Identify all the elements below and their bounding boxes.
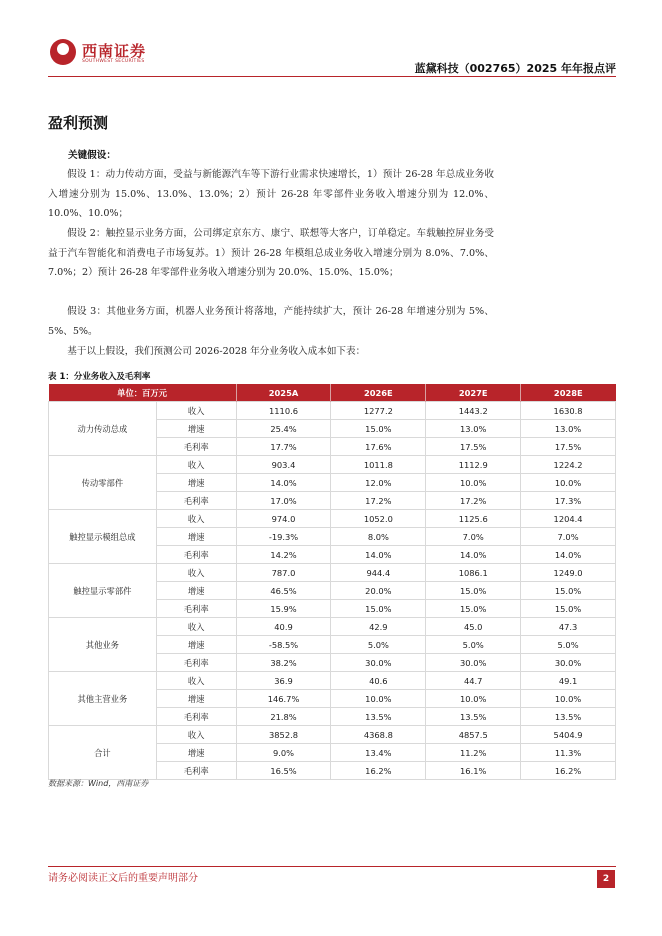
table-row: [49, 510, 616, 528]
year-header: 2027E: [426, 384, 521, 402]
table-row: [49, 726, 616, 744]
value-cell: 30.0%: [521, 654, 616, 672]
table-row: [49, 456, 616, 474]
value-cell: 21.8%: [236, 708, 331, 726]
value-cell: 10.0%: [426, 690, 521, 708]
value-cell: 1110.6: [236, 402, 331, 420]
value-cell: 1224.2: [521, 456, 616, 474]
value-cell: -58.5%: [236, 636, 331, 654]
value-cell: 49.1: [521, 672, 616, 690]
value-cell: 5.0%: [521, 636, 616, 654]
company-logo: [48, 36, 178, 72]
metric-label-cell: 收入: [156, 456, 236, 474]
value-cell: 15.0%: [331, 420, 426, 438]
value-cell: 7.0%: [521, 528, 616, 546]
metric-label-cell: 毛利率: [156, 546, 236, 564]
value-cell: 1277.2: [331, 402, 426, 420]
page-header: [48, 36, 616, 74]
table-row: [49, 564, 616, 582]
value-cell: 30.0%: [426, 654, 521, 672]
value-cell: 11.3%: [521, 744, 616, 762]
value-cell: 5.0%: [426, 636, 521, 654]
report-title: 蓝黛科技（002765）2025 年年报点评: [414, 62, 616, 75]
value-cell: 974.0: [236, 510, 331, 528]
value-cell: 15.0%: [331, 600, 426, 618]
value-cell: 4857.5: [426, 726, 521, 744]
value-cell: 15.0%: [426, 582, 521, 600]
metric-label-cell: 增速: [156, 528, 236, 546]
value-cell: 15.0%: [521, 600, 616, 618]
value-cell: 10.0%: [521, 474, 616, 492]
logo-name-en: SOUTHWEST SECURITIES: [82, 59, 145, 64]
value-cell: 13.5%: [426, 708, 521, 726]
year-header: 2025A: [236, 384, 331, 402]
value-cell: 1052.0: [331, 510, 426, 528]
metric-label-cell: 收入: [156, 618, 236, 636]
value-cell: 8.0%: [331, 528, 426, 546]
metric-label-cell: 毛利率: [156, 654, 236, 672]
metric-label-cell: 收入: [156, 726, 236, 744]
value-cell: 14.0%: [521, 546, 616, 564]
segment-name-cell: 传动零部件: [49, 456, 157, 510]
unit-header: 单位：百万元: [49, 384, 237, 402]
segment-name-cell: 触控显示模组总成: [49, 510, 157, 564]
metric-label-cell: 毛利率: [156, 600, 236, 618]
table-caption: 表 1：分业务收入及毛利率: [48, 372, 151, 382]
value-cell: 9.0%: [236, 744, 331, 762]
paragraph-assumption-2: 假设 2：触控显示业务方面，公司绑定京东方、康宁、联想等大客户，订单稳定。车载触控屏业务受益于汽车智能化和消费电子市场复苏。1）预计 26-28 年模组总成业务收入增速分别为 8.0%、7.0%、7.0%；2）预计 26-28 年零部件业务收入增速分别为 20.0%、15.0%、15.0%；: [48, 228, 494, 278]
value-cell: 25.4%: [236, 420, 331, 438]
value-cell: 14.0%: [426, 546, 521, 564]
value-cell: 46.5%: [236, 582, 331, 600]
metric-label-cell: 毛利率: [156, 708, 236, 726]
metric-label-cell: 增速: [156, 690, 236, 708]
value-cell: 40.9: [236, 618, 331, 636]
value-cell: 17.7%: [236, 438, 331, 456]
metric-label-cell: 增速: [156, 744, 236, 762]
segment-name-cell: 其他业务: [49, 618, 157, 672]
value-cell: -19.3%: [236, 528, 331, 546]
value-cell: 16.2%: [521, 762, 616, 780]
value-cell: 146.7%: [236, 690, 331, 708]
value-cell: 44.7: [426, 672, 521, 690]
metric-label-cell: 收入: [156, 564, 236, 582]
value-cell: 42.9: [331, 618, 426, 636]
value-cell: 15.9%: [236, 600, 331, 618]
value-cell: 13.0%: [521, 420, 616, 438]
value-cell: 1443.2: [426, 402, 521, 420]
metric-label-cell: 毛利率: [156, 762, 236, 780]
value-cell: 17.2%: [426, 492, 521, 510]
year-header: 2028E: [521, 384, 616, 402]
value-cell: 3852.8: [236, 726, 331, 744]
value-cell: 38.2%: [236, 654, 331, 672]
value-cell: 15.0%: [426, 600, 521, 618]
value-cell: 1011.8: [331, 456, 426, 474]
table-row: [49, 672, 616, 690]
value-cell: 14.0%: [236, 474, 331, 492]
metric-label-cell: 增速: [156, 420, 236, 438]
metric-label-cell: 增速: [156, 474, 236, 492]
table-row: [49, 402, 616, 420]
value-cell: 13.5%: [331, 708, 426, 726]
section-title: 盈利预测: [48, 114, 109, 132]
value-cell: 10.0%: [426, 474, 521, 492]
value-cell: 7.0%: [426, 528, 521, 546]
value-cell: 4368.8: [331, 726, 426, 744]
value-cell: 14.0%: [331, 546, 426, 564]
value-cell: 17.0%: [236, 492, 331, 510]
table-header-row: [49, 384, 616, 402]
value-cell: 14.2%: [236, 546, 331, 564]
value-cell: 16.5%: [236, 762, 331, 780]
paragraph-assumption-1: 假设 1：动力传动方面，受益与新能源汽车等下游行业需求快速增长，1）预计 26-28 年总成业务收入增速分别为 15.0%、13.0%、13.0%；2）预计 26-28 年零部件业务收入增速分别为 12.0%、10.0%、10.0%；: [48, 169, 494, 219]
logo-mark-icon: [50, 39, 76, 65]
value-cell: 16.1%: [426, 762, 521, 780]
metric-label-cell: 收入: [156, 510, 236, 528]
value-cell: 17.6%: [331, 438, 426, 456]
segment-name-cell: 其他主营业务: [49, 672, 157, 726]
value-cell: 20.0%: [331, 582, 426, 600]
business-forecast-table: [48, 384, 616, 780]
value-cell: 13.4%: [331, 744, 426, 762]
metric-label-cell: 增速: [156, 636, 236, 654]
metric-label-cell: 毛利率: [156, 438, 236, 456]
footer-disclaimer: 请务必阅读正文后的重要声明部分: [48, 873, 198, 884]
value-cell: 10.0%: [331, 690, 426, 708]
value-cell: 1125.6: [426, 510, 521, 528]
year-header: 2026E: [331, 384, 426, 402]
value-cell: 11.2%: [426, 744, 521, 762]
value-cell: 30.0%: [331, 654, 426, 672]
value-cell: 17.3%: [521, 492, 616, 510]
key-assumptions-label: 关键假设：: [68, 150, 116, 161]
logo-name-cn: 西南证券: [82, 42, 147, 60]
value-cell: 47.3: [521, 618, 616, 636]
metric-label-cell: 收入: [156, 672, 236, 690]
metric-label-cell: 收入: [156, 402, 236, 420]
data-source-note: 数据来源：Wind，西南证券: [48, 779, 149, 788]
segment-name-cell: 合计: [49, 726, 157, 780]
metric-label-cell: 增速: [156, 582, 236, 600]
value-cell: 5.0%: [331, 636, 426, 654]
segment-name-cell: 触控显示零部件: [49, 564, 157, 618]
value-cell: 10.0%: [521, 690, 616, 708]
value-cell: 17.5%: [521, 438, 616, 456]
value-cell: 13.5%: [521, 708, 616, 726]
value-cell: 13.0%: [426, 420, 521, 438]
value-cell: 1086.1: [426, 564, 521, 582]
metric-label-cell: 毛利率: [156, 492, 236, 510]
value-cell: 16.2%: [331, 762, 426, 780]
value-cell: 15.0%: [521, 582, 616, 600]
value-cell: 40.6: [331, 672, 426, 690]
paragraph-assumption-3: 假设 3：其他业务方面，机器人业务预计将落地，产能持续扩大，预计 26-28 年增速分别为 5%、5%、5%。: [48, 306, 494, 337]
value-cell: 12.0%: [331, 474, 426, 492]
paragraph-summary: 基于以上假设，我们预测公司 2026-2028 年分业务收入成本如下表：: [67, 346, 366, 357]
value-cell: 36.9: [236, 672, 331, 690]
header-divider: [48, 76, 616, 77]
footer-divider: [48, 866, 616, 867]
value-cell: 17.2%: [331, 492, 426, 510]
value-cell: 1249.0: [521, 564, 616, 582]
page-number: 2: [597, 870, 615, 888]
segment-name-cell: 动力传动总成: [49, 402, 157, 456]
value-cell: 17.5%: [426, 438, 521, 456]
value-cell: 1112.9: [426, 456, 521, 474]
value-cell: 5404.9: [521, 726, 616, 744]
value-cell: 45.0: [426, 618, 521, 636]
value-cell: 1630.8: [521, 402, 616, 420]
value-cell: 903.4: [236, 456, 331, 474]
table-row: [49, 618, 616, 636]
value-cell: 944.4: [331, 564, 426, 582]
value-cell: 787.0: [236, 564, 331, 582]
value-cell: 1204.4: [521, 510, 616, 528]
